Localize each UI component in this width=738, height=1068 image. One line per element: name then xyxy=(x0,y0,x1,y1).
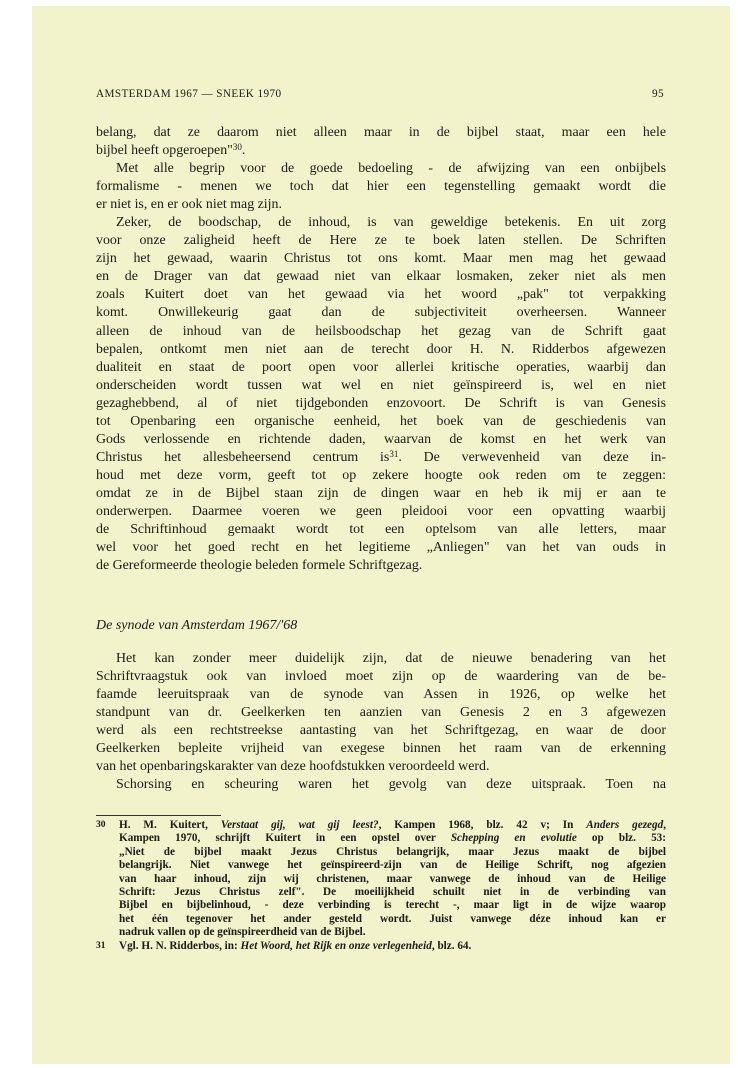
footnote-line: nadruk vallen op de geïnspireerdheid van de Bijbel. xyxy=(119,926,366,939)
text-line: zijn het gewaad, waarin Christus tot ons komt. Maar men mag het gewaad xyxy=(96,251,666,267)
text-line: faamde leeruitspraak van de synode van Assen in 1926, op welke het xyxy=(96,687,666,703)
footnote-line: het één tegenover het ander gesteld wordt. Juist vanwege déze inhoud kan er xyxy=(119,912,666,925)
text-line: Schorsing en scheuring waren het gevolg van deze uitspraak. Toen na xyxy=(116,777,666,793)
text-line: tot Openbaring een organische eenheid, het boek van de geschiedenis van xyxy=(96,413,666,429)
section-heading: De synode van Amsterdam 1967/'68 xyxy=(96,618,298,633)
text-line: omdat ze in de Bijbel staan zijn de dingen waar en heb ik mij er aan te xyxy=(96,485,666,501)
text-line: Gods verlossende en richtende daden, waarvan de komst en het werk van xyxy=(96,431,666,447)
text-line: houd met deze vorm, geeft tot op zekere hoogte ook reden om te zeggen: xyxy=(96,467,666,483)
text-line: gezaghebbend, al of niet tijdgebonden enzovoort. De Schrift is van Genesis xyxy=(96,395,666,411)
footnote-number: 30 xyxy=(96,820,106,830)
footnote-ref-31[interactable]: 31 xyxy=(389,448,399,459)
text-line: formalisme - menen we toch dat hier een tegenstelling gemaakt wordt die xyxy=(96,179,666,195)
text-line: komt. Onwillekeurig gaat dan de subjectiviteit overheersen. Wanneer xyxy=(96,305,666,321)
text-line: belang, dat ze daarom niet alleen maar in de bijbel staat, maar een hele xyxy=(96,125,666,140)
footnote-31 xyxy=(96,940,666,953)
text-line: Christus het allesbeheersend centrum $is^{31}$. De verwevenheid van deze in- xyxy=(96,448,666,465)
text-line: bepalen, ontkomt men niet aan de terecht door H. N. Ridderbos afgewezen xyxy=(96,341,666,357)
text-line: onderwerpen. Daarmee voeren we geen pleidooi voor een opvatting waarbij xyxy=(96,503,666,519)
footnote-divider xyxy=(96,815,221,816)
page-number: 95 xyxy=(652,88,664,100)
text-line: er niet is, en er ook niet mag zijn. xyxy=(96,197,282,213)
book-title: Anders gezegd xyxy=(586,819,664,831)
document-page xyxy=(32,6,730,1064)
footnote-line: H. M. Kuitert, Verstaat gij, wat gij leest?, Kampen 1968, blz. 42 v; In Anders gezegd, xyxy=(119,819,666,831)
text-line: alleen de inhoud van de heilsboodschap het gezag van de Schrift gaat xyxy=(96,323,666,339)
text-line: Zeker, de boodschap, de inhoud, is van geweldige betekenis. En uit zorg xyxy=(116,215,666,231)
footnote-ref-30[interactable]: 30 xyxy=(232,142,242,153)
text-line: voor onze zaligheid heeft de Here ze te boek laten stellen. De Schriften xyxy=(96,233,666,249)
footnote-number: 31 xyxy=(96,940,106,951)
footnote-line: van haar inhoud, zijn wij christenen, maar vanwege de inhoud van de Heilige xyxy=(119,872,666,885)
text-line: Geelkerken bepleite vrijheid van exegese binnen het raam van de erkenning xyxy=(96,741,666,757)
footnote-line: belangrijk. Niet vanwege het geïnspireerd-zijn van de Heilige Schrift, nog afgezien xyxy=(119,859,666,872)
footnote-line: Kampen 1970, schrijft Kuitert in een opstel over Schepping en evolutie op blz. 53: xyxy=(119,832,666,845)
text-line: Schriftvraagstuk ook van invloed moet zijn op de waardering van de be- xyxy=(96,669,666,685)
text-line: zoals Kuitert doet van het gewaad via het woord „pak" tot verpakking xyxy=(96,287,666,303)
book-title: Het Woord, het Rijk en onze verlegenheid xyxy=(240,939,432,952)
text-line: dualiteit en staat de poort open voor allerlei kritische operaties, waarbij dan xyxy=(96,359,666,375)
footnotes xyxy=(96,819,666,953)
text-line: bijbel heeft opgeroepen"$^{30}$. xyxy=(96,142,246,159)
text-line: de Gereformeerde theologie beleden formele Schriftgezag. xyxy=(96,558,423,574)
essay-title: Schepping en evolutie xyxy=(450,832,577,845)
footnote-line: Schrift: Jezus Christus zelf". De moeilijkheid schuilt niet in de verbinding van xyxy=(119,885,666,898)
footnote-line: Vgl. H. N. Ridderbos, in: Het Woord, het Rijk en onze verlegenheid, blz. 64. xyxy=(119,939,472,952)
section-text xyxy=(96,650,666,794)
text-line: Met alle begrip voor de goede bedoeling - de afwijzing van een onbijbels xyxy=(116,161,666,177)
text-line: van het openbaringskarakter van deze hoofdstukken veroordeeld werd. xyxy=(96,759,490,775)
running-header xyxy=(96,88,664,104)
text-line: wel voor het goed recht en het legitieme „Anliegen" van het van ouds in xyxy=(96,540,666,556)
body-text xyxy=(96,124,666,575)
text-line: standpunt van dr. Geelkerken ten aanzien van Genesis 2 en 3 afgewezen xyxy=(96,705,666,721)
text-line: en de Drager van dat gewaad niet van elkaar losmaken, zeker niet als men xyxy=(96,269,666,285)
text-line: Het kan zonder meer duidelijk zijn, dat de nieuwe benadering van het xyxy=(116,651,666,666)
running-title: AMSTERDAM 1967 — SNEEK 1970 xyxy=(96,88,282,100)
text-line: onderscheiden wordt tussen wat wel en niet geïnspireerd is, wel en niet xyxy=(96,377,666,393)
footnote-line: „Niet de bijbel maakt Jezus Christus belangrijk, maar Jezus maakt de bijbel xyxy=(119,845,666,858)
book-title: Verstaat gij, wat gij leest? xyxy=(220,819,379,831)
text-line: werd als een rechtstreekse aantasting van het Schriftgezag, en waar de door xyxy=(96,723,666,739)
footnote-30 xyxy=(96,819,666,940)
footnote-line: Bijbel en bijbelinhoud, - deze verbinding is terecht -, maar ligt in de wijze waarop xyxy=(119,899,666,912)
text-line: de Schriftinhoud gemaakt wordt tot een optelsom van alle letters, maar xyxy=(96,522,666,538)
